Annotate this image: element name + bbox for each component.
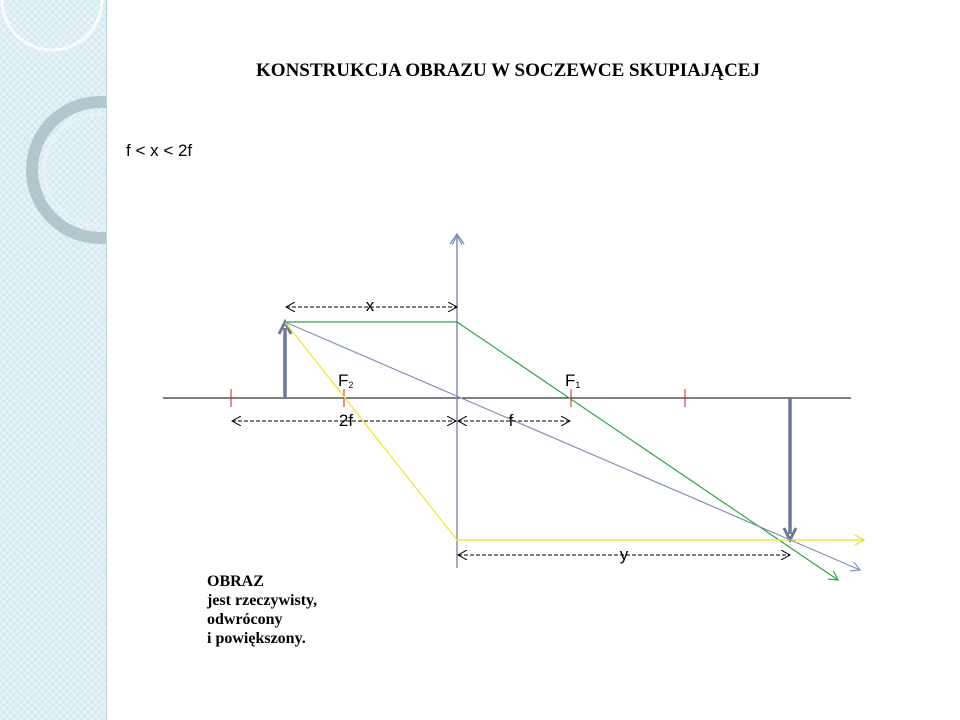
- label-y: y: [619, 545, 629, 564]
- ray-focal: [285, 322, 864, 540]
- label-f2: F2: [338, 371, 354, 390]
- conclusion-line-4: i powiększony.: [207, 630, 306, 647]
- ray-parallel: [285, 322, 838, 580]
- condition-label: f < x < 2f: [126, 141, 193, 160]
- conclusion-line-1: OBRAZ: [207, 573, 264, 590]
- conclusion-line-3: odwrócony: [207, 611, 283, 628]
- label-2f: 2f: [338, 411, 354, 430]
- label-x: x: [365, 296, 375, 315]
- conclusion-text: [207, 572, 317, 648]
- label-f: f: [508, 411, 514, 430]
- conclusion-line-2: jest rzeczywisty,: [207, 592, 318, 609]
- page-title: KONSTRUKCJA OBRAZU W SOCZEWCE SKUPIAJĄCEJ: [256, 60, 760, 81]
- label-f1: F1: [565, 371, 581, 390]
- ray-central: [285, 322, 860, 570]
